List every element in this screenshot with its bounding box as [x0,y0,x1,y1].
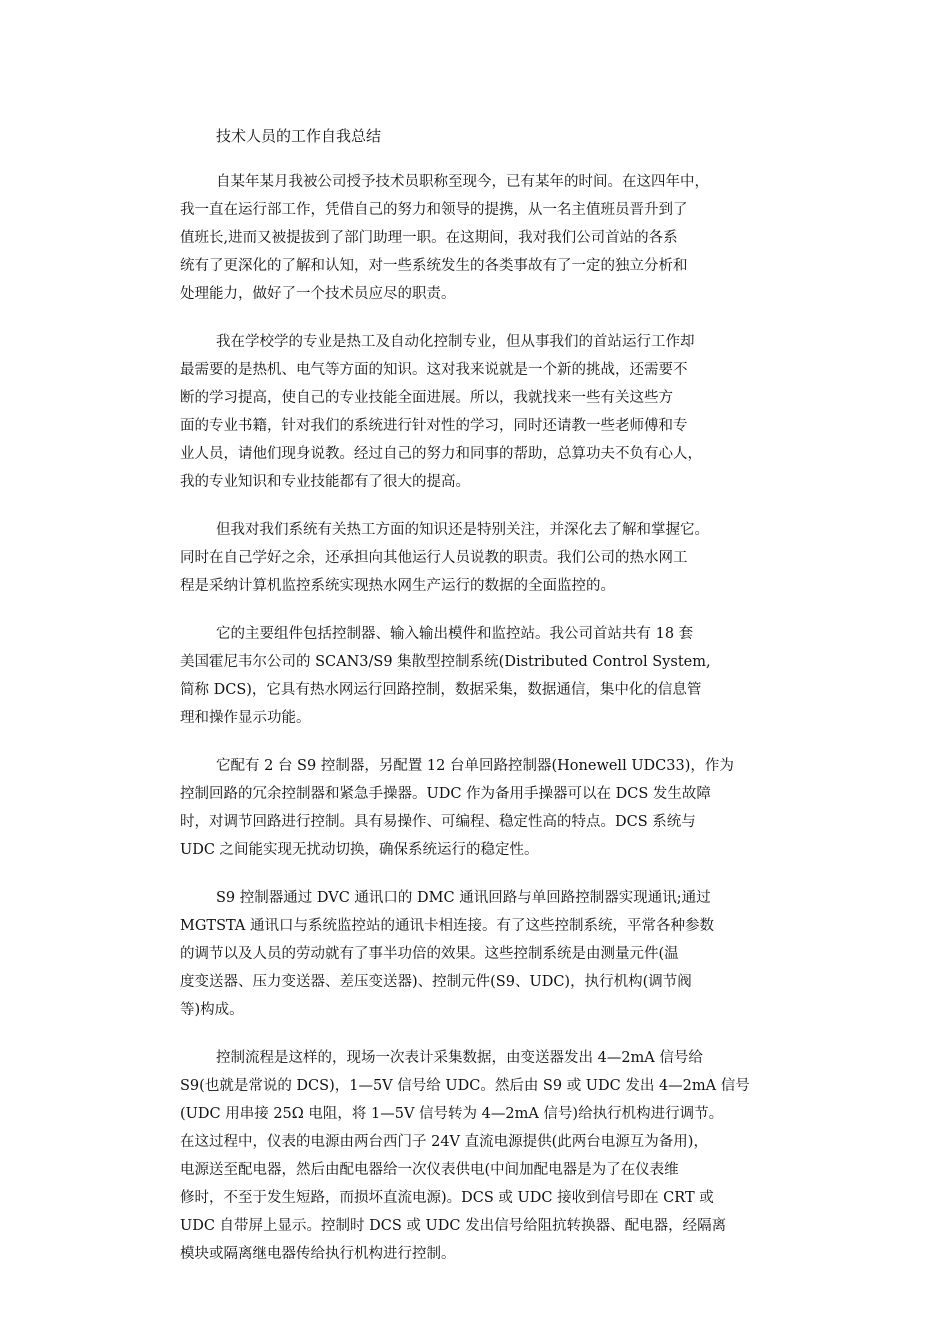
paragraph-line: 断的学习提高，使自己的专业技能全面进展。所以，我就找来一些有关这些方 [180,390,673,406]
paragraph-line: 业人员，请他们现身说教。经过自己的努力和同事的帮助，总算功夫不负有心人， [180,446,702,462]
paragraph-line: 模块或隔离继电器传给执行机构进行控制。 [180,1246,456,1262]
paragraph-line: 但我对我们系统有关热工方面的知识还是特别关注，并深化去了解和掌握它。 [216,522,709,538]
paragraph-line: 美国霍尼韦尔公司的 SCAN3/S9 集散型控制系统(Distributed Control System, [180,654,711,670]
paragraph-line: 等)构成。 [180,1002,244,1018]
paragraph-line: S9(也就是常说的 DCS)，1—5V 信号给 UDC。然后由 S9 或 UDC 发出 4—2mA 信号 [180,1078,750,1094]
paragraph-line: 同时在自己学好之余，还承担向其他运行人员说教的职责。我们公司的热水网工 [180,550,688,566]
paragraph [180,168,780,308]
paragraph-line: 简称 DCS)，它具有热水网运行回路控制，数据采集，数据通信，集中化的信息管 [180,682,702,698]
paragraph-line: 我在学校学的专业是热工及自动化控制专业，但从事我们的首站运行工作却 [216,334,695,350]
paragraph [180,1044,780,1268]
document-body [180,168,780,1288]
paragraph-line: 统有了更深化的了解和认知，对一些系统发生的各类事故有了一定的独立分析和 [180,258,688,274]
paragraph-line: 值班长,进而又被提拔到了部门助理一职。在这期间，我对我们公司首站的各系 [180,230,678,246]
document-title: 技术人员的工作自我总结 [216,127,382,145]
paragraph-line: 的调节以及人员的劳动就有了事半功倍的效果。这些控制系统是由测量元件(温 [180,946,679,962]
paragraph [180,516,780,600]
paragraph-line: 程是采纳计算机监控系统实现热水网生产运行的数据的全面监控的。 [180,578,615,594]
paragraph-line: 处理能力，做好了一个技术员应尽的职责。 [180,286,456,302]
paragraph [180,328,780,496]
paragraph [180,752,780,864]
paragraph-line: 理和操作显示功能。 [180,710,311,726]
paragraph-line: S9 控制器通过 DVC 通讯口的 DMC 通讯回路与单回路控制器实现通讯;通过 [216,890,711,906]
paragraph-line: 在这过程中，仪表的电源由两台西门子 24V 直流电源提供(此两台电源互为备用)， [180,1134,708,1150]
paragraph-line: 它的主要组件包括控制器、输入输出模件和监控站。我公司首站共有 18 套 [216,626,694,642]
paragraph-line: (UDC 用串接 25Ω 电阻，将 1—5V 信号转为 4—2mA 信号)给执行机构进行调节。 [180,1106,724,1122]
paragraph [180,620,780,732]
paragraph-line: 它配有 2 台 S9 控制器，另配置 12 台单回路控制器(Honewell UDC33)，作为 [216,758,734,774]
paragraph-line: MGTSTA 通讯口与系统监控站的通讯卡相连接。有了这些控制系统，平常各种参数 [180,918,714,934]
paragraph-line: UDC 之间能实现无扰动切换，确保系统运行的稳定性。 [180,842,539,858]
paragraph-line: 我的专业知识和专业技能都有了很大的提高。 [180,474,470,490]
paragraph [180,884,780,1024]
paragraph-line: UDC 自带屏上显示。控制时 DCS 或 UDC 发出信号给阻抗转换器、配电器，经隔离 [180,1218,727,1234]
paragraph-line: 最需要的是热机、电气等方面的知识。这对我来说就是一个新的挑战，还需要不 [180,362,688,378]
paragraph-line: 我一直在运行部工作，凭借自己的努力和领导的提携，从一名主值班员晋升到了 [180,202,688,218]
paragraph-line: 控制回路的冗余控制器和紧急手操器。UDC 作为备用手操器可以在 DCS 发生故障 [180,786,711,802]
paragraph-line: 控制流程是这样的，现场一次表计采集数据，由变送器发出 4—2mA 信号给 [216,1050,703,1066]
paragraph-line: 度变送器、压力变送器、差压变送器)、控制元件(S9、UDC)，执行机构(调节阀 [180,974,692,990]
paragraph-line: 面的专业书籍，针对我们的系统进行针对性的学习，同时还请教一些老师傅和专 [180,418,688,434]
paragraph-line: 自某年某月我被公司授予技术员职称至现今，已有某年的时间。在这四年中， [216,174,709,190]
paragraph-line: 电源送至配电器，然后由配电器给一次仪表供电(中间加配电器是为了在仪表维 [180,1162,679,1178]
paragraph-line: 修时，不至于发生短路，而损坏直流电源)。DCS 或 UDC 接收到信号即在 CRT 或 [180,1190,714,1206]
paragraph-line: 时，对调节回路进行控制。具有易操作、可编程、稳定性高的特点。DCS 系统与 [180,814,696,830]
